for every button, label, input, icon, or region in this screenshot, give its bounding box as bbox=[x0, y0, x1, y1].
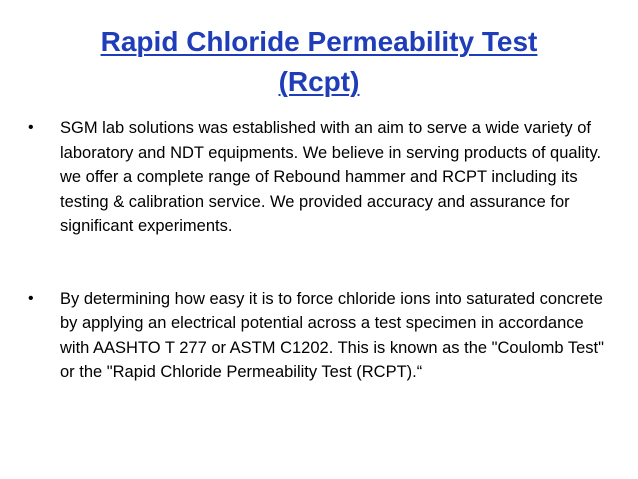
title-line-1: Rapid Chloride Permeability Test bbox=[100, 26, 538, 57]
bullet-text: By determining how easy it is to force chloride ions into saturated concrete by applying an electrical potential across a test specimen in accordance with AASHTO T 277 or ASTM C1202. This is known as the "Coulomb Test" or the "Rapid Chloride Permeability Test (RCPT).“ bbox=[60, 289, 604, 381]
bullet-list bbox=[28, 116, 613, 385]
bullet-item bbox=[28, 287, 613, 385]
title-link[interactable] bbox=[101, 26, 538, 97]
bullet-item bbox=[28, 116, 613, 239]
slide-title[interactable] bbox=[40, 22, 598, 102]
title-line-2: (Rcpt) bbox=[278, 66, 360, 97]
bullet-dot-icon: • bbox=[28, 289, 34, 307]
bullet-dot-icon: • bbox=[28, 119, 34, 136]
bullet-text: SGM lab solutions was established with an aim to serve a wide variety of laboratory and NDT equipments. We believe in serving products of quality. we offer a complete range of Rebound hammer and RCPT including its testing & calibration service. We provided accuracy and assurance for significant experiments. bbox=[60, 119, 602, 235]
